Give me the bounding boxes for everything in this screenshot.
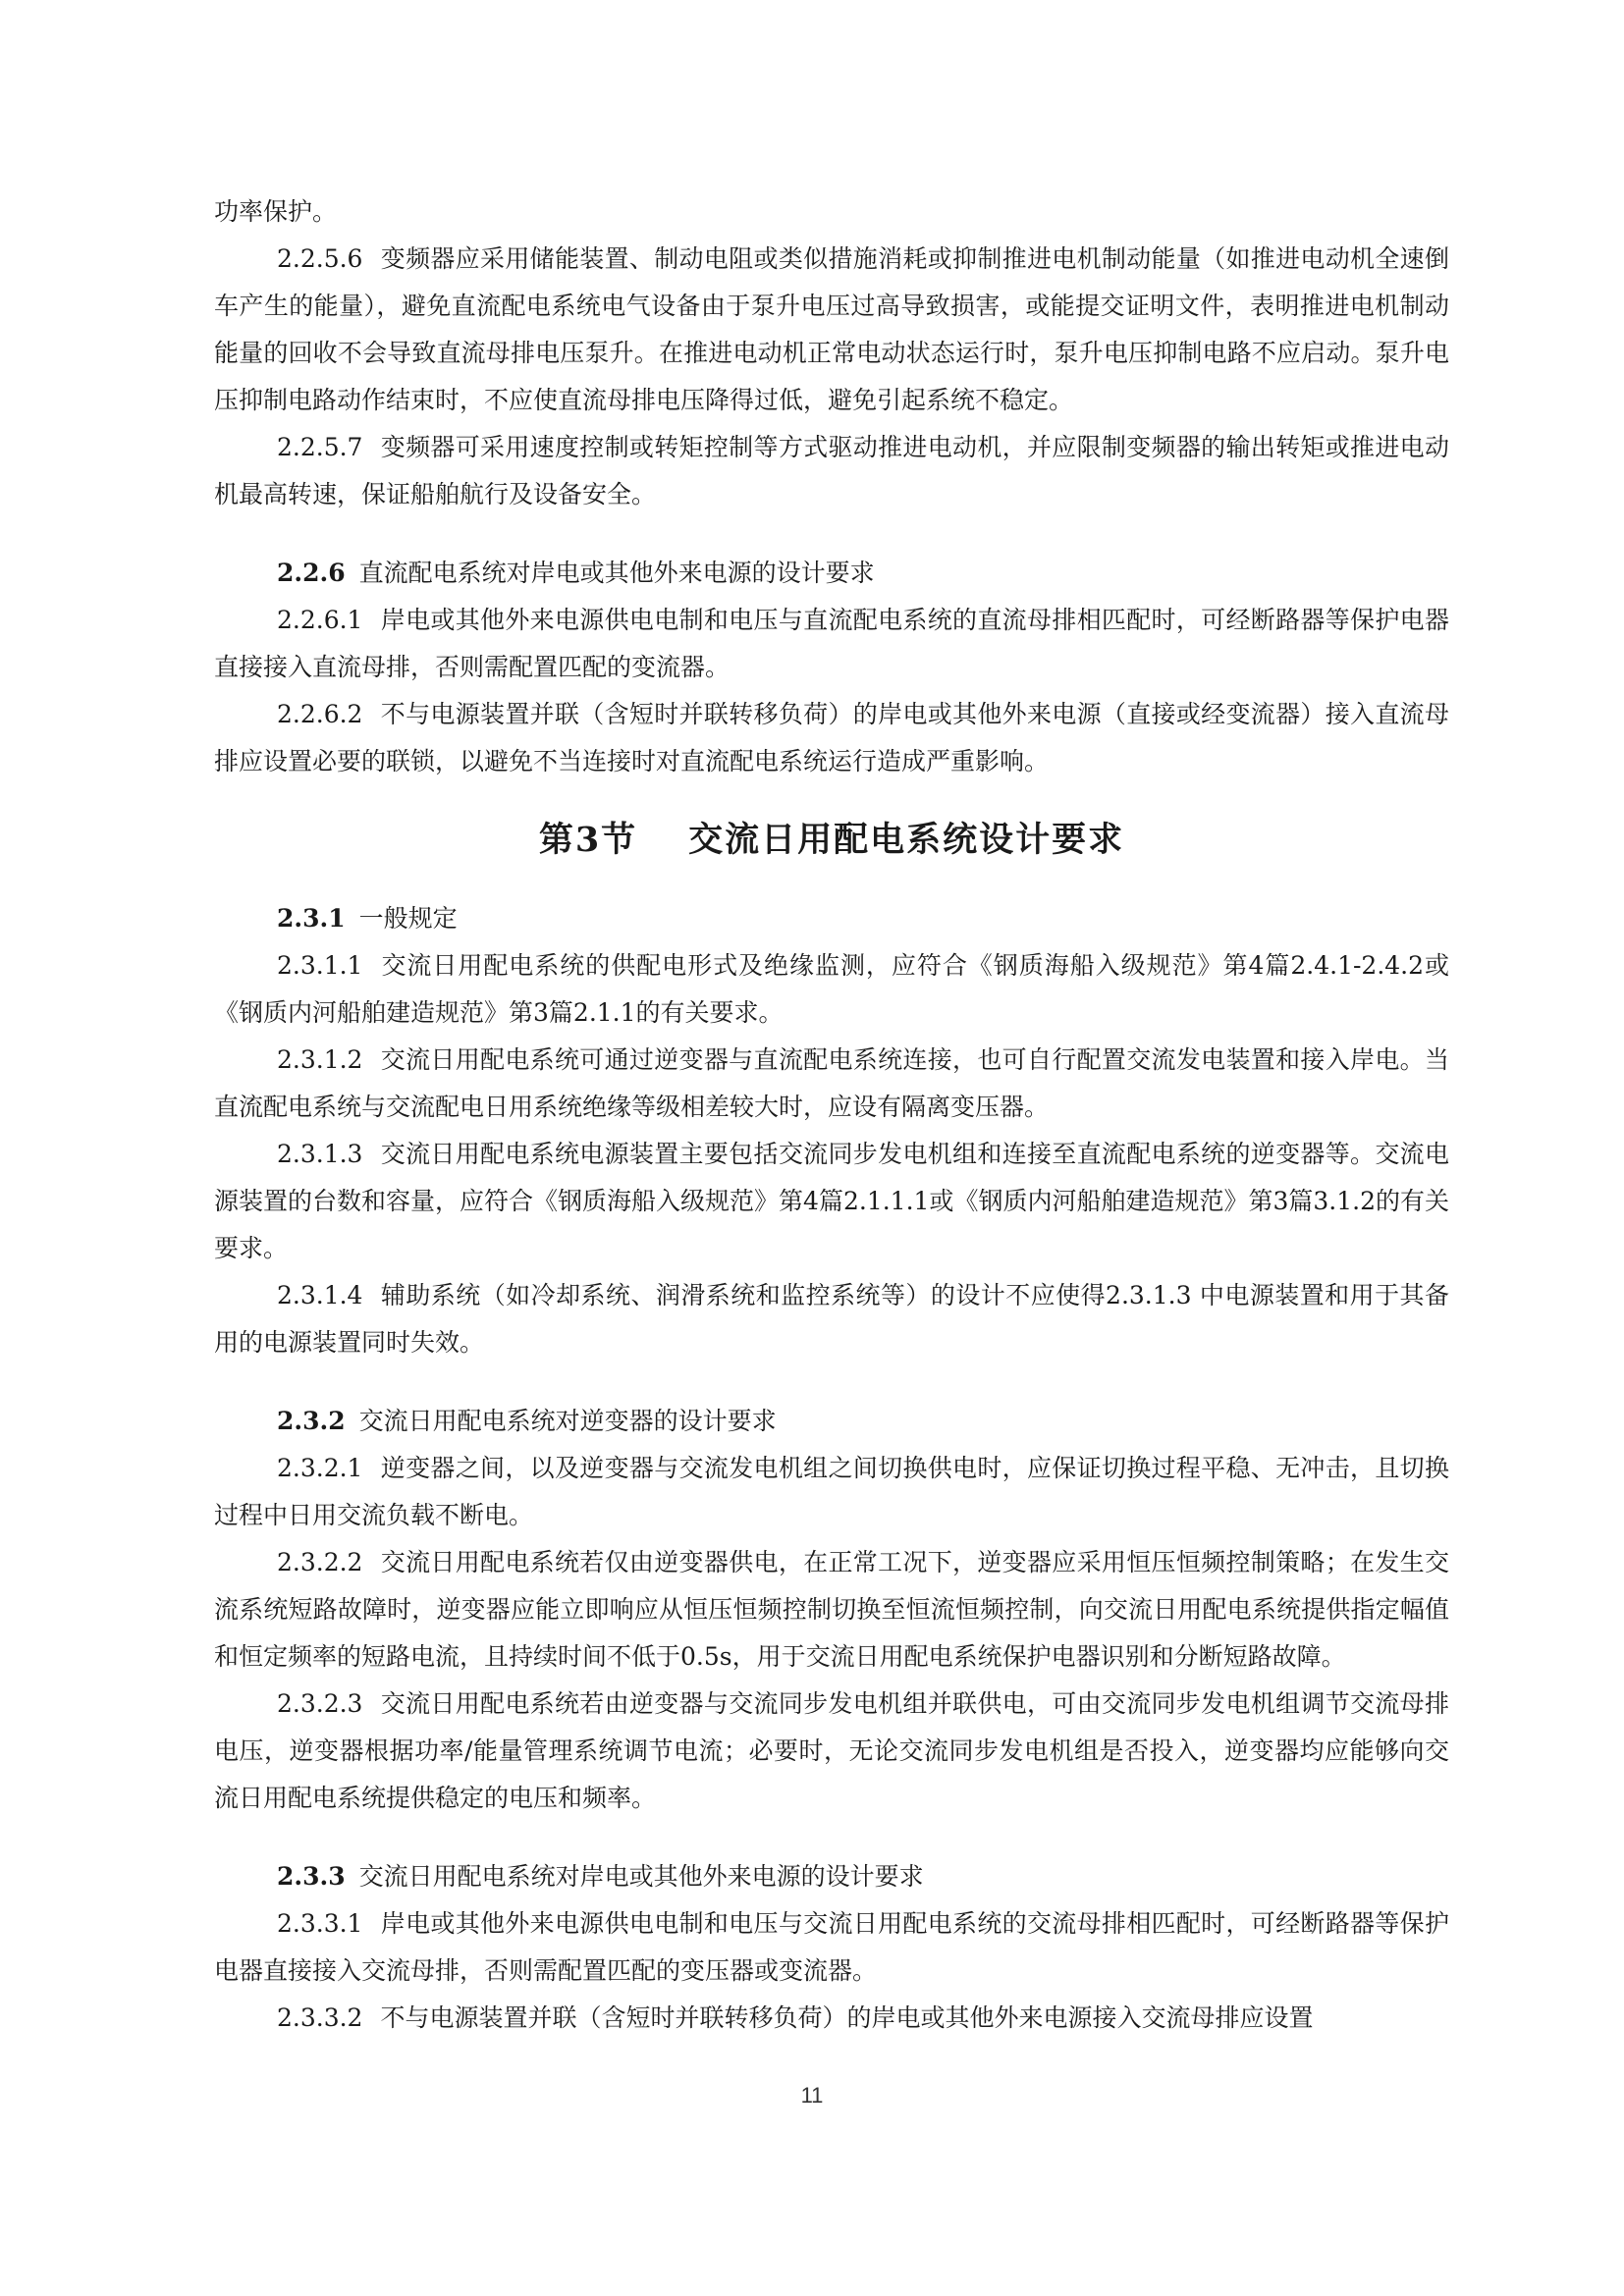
section-title: [214, 817, 1449, 864]
clause-number: 2.3.2.3: [277, 1689, 363, 1718]
clause-paragraph: [214, 1445, 1449, 1539]
paragraph-gap: [214, 785, 1449, 817]
clause-number: 2.2.5.7: [277, 433, 363, 461]
clause-paragraph: [214, 597, 1449, 691]
clause-text: 交流日用配电系统若由逆变器与交流同步发电机组并联供电，可由交流同步发电机组调节交流母排电压，逆变器根据功率/能量管理系统调节电流；必要时，无论交流同步发电机组是否投入，逆变器均应能够向交流日用配电系统提供稳定的电压和频率。: [214, 1689, 1449, 1812]
subsection-heading: [214, 1398, 1449, 1445]
clause-paragraph: [214, 424, 1449, 518]
clause-text: 变频器可采用速度控制或转矩控制等方式驱动推进电动机，并应限制变频器的输出转矩或推进电动机最高转速，保证船舶航行及设备安全。: [214, 433, 1449, 508]
subsection-heading: [214, 550, 1449, 597]
clause-number: 2.3.3.2: [277, 2003, 363, 2032]
clause-text: 不与电源装置并联（含短时并联转移负荷）的岸电或其他外来电源（直接或经变流器）接入直流母排应设置必要的联锁，以避免不当连接时对直流配电系统运行造成严重影响。: [214, 700, 1449, 775]
clause-number: 2.3.1.3: [277, 1140, 363, 1168]
clause-text: 交流日用配电系统电源装置主要包括交流同步发电机组和连接至直流配电系统的逆变器等。交流电源装置的台数和容量，应符合《钢质海船入级规范》第4篇2.1.1.1或《钢质内河船舶建造规范》第3篇3.1.2的有关要求。: [214, 1140, 1449, 1262]
clause-paragraph: [214, 942, 1449, 1037]
section-number: 第3节: [538, 820, 638, 860]
clause-number: 2.3.2.2: [277, 1548, 363, 1576]
clause-paragraph: [214, 1995, 1449, 2042]
clause-number: 2.2.5.6: [277, 244, 363, 273]
clause-paragraph: [214, 1681, 1449, 1822]
subsection-title: 一般规定: [358, 904, 458, 933]
subsection-heading: [214, 895, 1449, 942]
clause-number: 2.3.1.1: [277, 951, 363, 980]
subsection-number: 2.3.3: [277, 1862, 346, 1891]
clause-number: 2.3.1.4: [277, 1281, 363, 1309]
section-heading-text: 交流日用配电系统设计要求: [688, 820, 1125, 860]
clause-text: 辅助系统（如冷却系统、润滑系统和监控系统等）的设计不应使得2.3.1.3 中电源装置和用于其备用的电源装置同时失效。: [214, 1281, 1449, 1357]
paragraph-gap: [214, 1822, 1449, 1853]
clause-number: 2.3.2.1: [277, 1454, 363, 1482]
clause-number: 2.2.6.2: [277, 700, 363, 728]
clause-text: 功率保护。: [214, 197, 338, 226]
clause-paragraph: [214, 691, 1449, 785]
subsection-number: 2.2.6: [277, 559, 346, 587]
subsection-number: 2.3.2: [277, 1407, 346, 1435]
paragraph-gap: [214, 864, 1449, 895]
subsection-title: 交流日用配电系统对岸电或其他外来电源的设计要求: [358, 1862, 924, 1891]
page-body: [214, 188, 1449, 2042]
clause-paragraph: [214, 1539, 1449, 1681]
clause-text: 交流日用配电系统的供配电形式及绝缘监测，应符合《钢质海船入级规范》第4篇2.4.1-2.4.2或《钢质内河船舶建造规范》第3篇2.1.1的有关要求。: [214, 951, 1449, 1027]
clause-text: 逆变器之间，以及逆变器与交流发电机组之间切换供电时，应保证切换过程平稳、无冲击，且切换过程中日用交流负载不断电。: [214, 1454, 1449, 1529]
clause-number: 2.3.3.1: [277, 1909, 363, 1938]
clause-paragraph: [214, 236, 1449, 424]
clause-number: 2.2.6.1: [277, 606, 363, 634]
paragraph-gap: [214, 518, 1449, 550]
subsection-number: 2.3.1: [277, 904, 346, 933]
clause-number: 2.3.1.2: [277, 1045, 363, 1074]
clause-paragraph: [214, 1131, 1449, 1272]
clause-text: 不与电源装置并联（含短时并联转移负荷）的岸电或其他外来电源接入交流母排应设置: [380, 2003, 1314, 2032]
subsection-title: 直流配电系统对岸电或其他外来电源的设计要求: [358, 559, 875, 587]
clause-text: 交流日用配电系统若仅由逆变器供电，在正常工况下，逆变器应采用恒压恒频控制策略；在发生交流系统短路故障时，逆变器应能立即响应从恒压恒频控制切换至恒流恒频控制，向交流日用配电系统提供指定幅值和恒定频率的短路电流，且持续时间不低于0.5s，用于交流日用配电系统保护电器识别和分断短路故障。: [214, 1548, 1449, 1671]
page-number: 11: [800, 2083, 824, 2108]
clause-paragraph: [214, 188, 1449, 236]
clause-text: 交流日用配电系统可通过逆变器与直流配电系统连接，也可自行配置交流发电装置和接入岸电。当直流配电系统与交流配电日用系统绝缘等级相差较大时，应设有隔离变压器。: [214, 1045, 1449, 1121]
clause-paragraph: [214, 1272, 1449, 1366]
subsection-heading: [214, 1853, 1449, 1900]
clause-paragraph: [214, 1900, 1449, 1995]
clause-text: 变频器应采用储能装置、制动电阻或类似措施消耗或抑制推进电机制动能量（如推进电动机全速倒车产生的能量），避免直流配电系统电气设备由于泵升电压过高导致损害，或能提交证明文件，表明推进电机制动能量的回收不会导致直流母排电压泵升。在推进电动机正常电动状态运行时，泵升电压抑制电路不应启动。泵升电压抑制电路动作结束时，不应使直流母排电压降得过低，避免引起系统不稳定。: [214, 244, 1449, 414]
clause-text: 岸电或其他外来电源供电电制和电压与交流日用配电系统的交流母排相匹配时，可经断路器等保护电器直接接入交流母排，否则需配置匹配的变压器或变流器。: [214, 1909, 1449, 1985]
clause-paragraph: [214, 1037, 1449, 1131]
subsection-title: 交流日用配电系统对逆变器的设计要求: [358, 1407, 777, 1435]
clause-text: 岸电或其他外来电源供电电制和电压与直流配电系统的直流母排相匹配时，可经断路器等保护电器直接接入直流母排，否则需配置匹配的变流器。: [214, 606, 1449, 681]
paragraph-gap: [214, 1366, 1449, 1398]
